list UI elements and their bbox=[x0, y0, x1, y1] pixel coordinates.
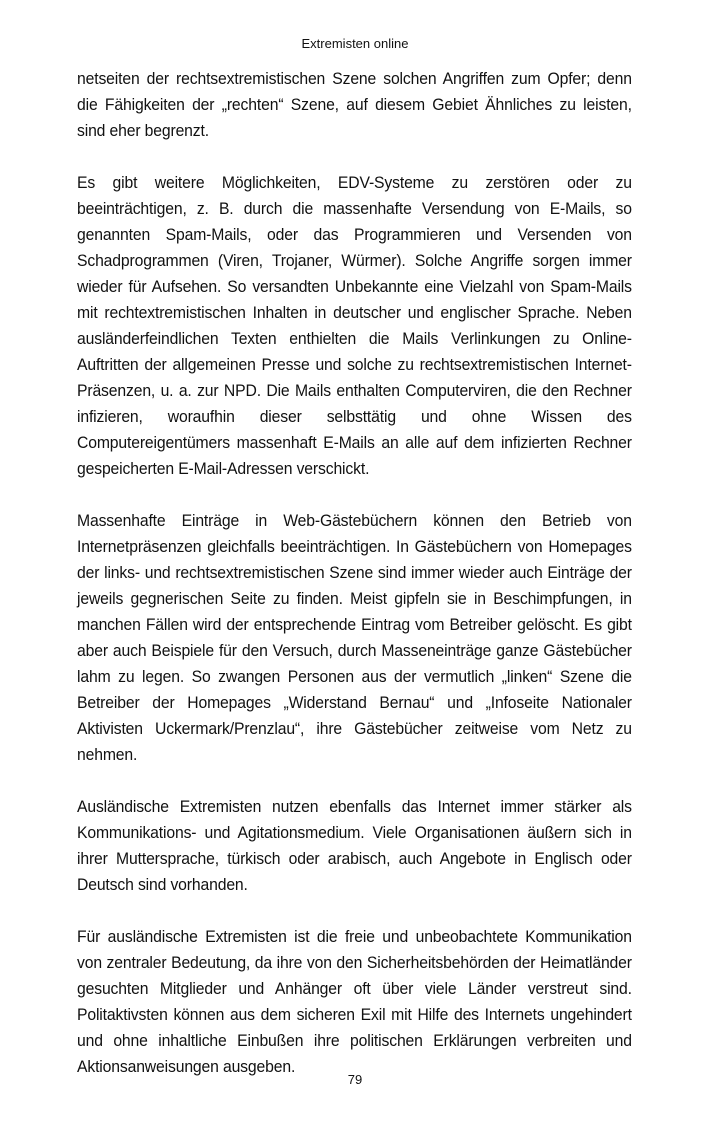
page-number: 79 bbox=[347, 1072, 363, 1087]
paragraph-3: Massenhafte Einträge in Web-Gästebüchern können den Betrieb von Internetpräsenzen gleichfalls beeinträchtigen. In Gästebüchern von Homepages der links- und rechtsextremistischen Szene sind immer wieder auch Einträge der jeweils gegnerischen Seite zu finden. Meist gipfeln sie in Beschimpfungen, in manchen Fällen wird der entsprechende Eintrag vom Betreiber gelöscht. Es gibt aber auch Beispiele für den Versuch, durch Masseneinträge ganze Gästebücher lahm zu legen. So zwangen Personen aus der vermutlich „linken“ Szene die Betreiber der Homepages „Widerstand Bernau“ und „Infoseite Nationaler Aktivisten Uckermark/Prenzlau“, ihre Gästebücher zeitweise vom Netz zu nehmen. bbox=[77, 512, 632, 764]
paragraph-2: Es gibt weitere Möglichkeiten, EDV-Systeme zu zerstören oder zu beeinträchtigen, z. B. durch die massenhafte Versendung von E-Mails, so genannten Spam-Mails, oder das Programmieren und Versenden von Schadprogrammen (Viren, Trojaner, Würmer). Solche Angriffe sorgen immer wieder für Aufsehen. So versandten Unbekannte eine Vielzahl von Spam-Mails mit rechtextremistischen Inhalten in deutscher und englischer Sprache. Neben ausländerfeindlichen Texten enthielten die Mails Verlinkungen zu Online-Auftritten der allgemeinen Presse und solche zu rechtsextremistischen Internet-Präsenzen, u. a. zur NPD. Die Mails enthalten Computerviren, die den Rechner infizieren, woraufhin dieser selbsttätig und ohne Wissen des Computereigentümers massenhaft E-Mails an alle auf dem infizierten Rechner gespeicherten E-Mail-Adressen verschickt. bbox=[77, 174, 632, 478]
body-text bbox=[77, 66, 632, 1106]
paragraph-5: Für ausländische Extremisten ist die freie und unbeobachtete Kommunikation von zentraler Bedeutung, da ihre von den Sicherheitsbehörden der Heimatländer gesuchten Mitglieder und Anhänger oft über viele Länder verstreut sind. Politaktivsten können aus dem sicheren Exil mit Hilfe des Internets ungehindert und ohne inhaltliche Einbußen ihre politischen Erklärungen verbreiten und Aktionsanweisungen ausgeben. bbox=[77, 928, 632, 1076]
paragraph-4: Ausländische Extremisten nutzen ebenfalls das Internet immer stärker als Kommunikations- und Agitationsmedium. Viele Organisationen äußern sich in ihrer Muttersprache, türkisch oder arabisch, auch Angebote in Englisch oder Deutsch sind vorhanden. bbox=[77, 798, 632, 894]
paragraph-1: netseiten der rechtsextremistischen Szene solchen Angriffen zum Opfer; denn die Fähigkeiten der „rechten“ Szene, auf diesem Gebiet Ähnliches zu leisten, sind eher begrenzt. bbox=[77, 70, 632, 140]
running-header: Extremisten online bbox=[301, 36, 409, 51]
